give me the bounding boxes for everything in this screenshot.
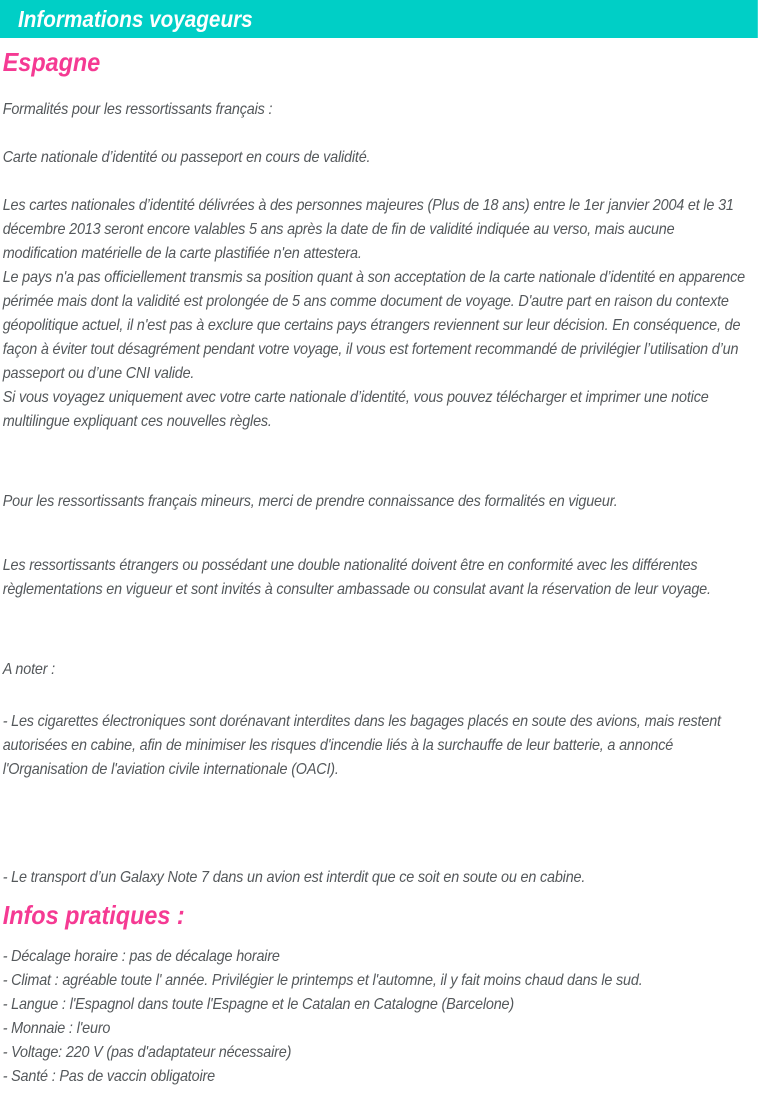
paragraph-cigarettes: - Les cigarettes électroniques sont dorénavant interdites dans les bagages placés en soute des avions, mais restent autorisées en cabine, afin de minimiser les risques d'incendie liés à la surchauffe de leur batterie, a annoncé l'Organisation de l'aviation civile internationale (OACI).: [2, 713, 721, 778]
paragraph-galaxy-note: - Le transport d’un Galaxy Note 7 dans un avion est interdit que ce soit en soute ou en cabine.: [2, 869, 586, 886]
content-area: [0, 47, 758, 1093]
info-item-voltage: - Voltage: 220 V (pas d'adaptateur nécessaire): [2, 1044, 292, 1061]
paragraph-cartes-majeures: Les cartes nationales d’identité délivrées à des personnes majeures (Plus de 18 ans) entre le 1er janvier 2004 et le 31 décembre 2013 seront encore valables 5 ans après la date de fin de validité indiquée au verso, mais aucune modification matérielle de la carte plastifiée n'en attestera.: [2, 197, 734, 262]
paragraph-a-noter: A noter :: [2, 661, 55, 678]
paragraph-notice-multilingue: Si vous voyagez uniquement avec votre carte nationale d’identité, vous pouvez télécharger et imprimer une notice multilingue expliquant ces nouvelles règles.: [2, 389, 709, 430]
infos-pratiques-heading: Infos pratiques :: [2, 900, 185, 930]
info-item-climat: - Climat : agréable toute l' année. Privilégier le printemps et l'automne, il y fait moins chaud dans le sud.: [2, 972, 643, 989]
paragraph-carte-validite: Carte nationale d’identité ou passeport en cours de validité.: [2, 149, 371, 166]
info-item-decalage-horaire: - Décalage horaire : pas de décalage horaire: [2, 948, 280, 965]
paragraph-etrangers: Les ressortissants étrangers ou possédant une double nationalité doivent être en conformité avec les différentes règlementations en vigueur et sont invités à consulter ambassade ou consulat avant la réservation de leur voyage.: [2, 557, 711, 598]
paragraph-position-pays: Le pays n'a pas officiellement transmis sa position quant à son acceptation de la carte nationale d’identité en apparence périmée mais dont la validité est prolongée de 5 ans comme document de voyage. D'autre part en raison du contexte géopolitique actuel, il n'est pas à exclure que certains pays étrangers reviennent sur leur décision. En conséquence, de façon à éviter tout désagrément pendant votre voyage, il vous est fortement recommandé de privilégier l’utilisation d’un passeport ou d’une CNI valide.: [2, 269, 745, 382]
paragraph-mineurs: Pour les ressortissants français mineurs, merci de prendre connaissance des formalités en vigueur.: [2, 493, 618, 510]
paragraph-formalites-intro: Formalités pour les ressortissants français :: [2, 101, 273, 118]
header-bar: [0, 0, 758, 38]
country-heading: Espagne: [2, 47, 101, 77]
info-item-sante: - Santé : Pas de vaccin obligatoire: [2, 1068, 215, 1085]
page-title: Informations voyageurs: [18, 5, 253, 32]
info-item-langue: - Langue : l'Espagnol dans toute l'Espagne et le Catalan en Catalogne (Barcelone): [2, 996, 514, 1013]
info-item-monnaie: - Monnaie : l'euro: [2, 1020, 111, 1037]
